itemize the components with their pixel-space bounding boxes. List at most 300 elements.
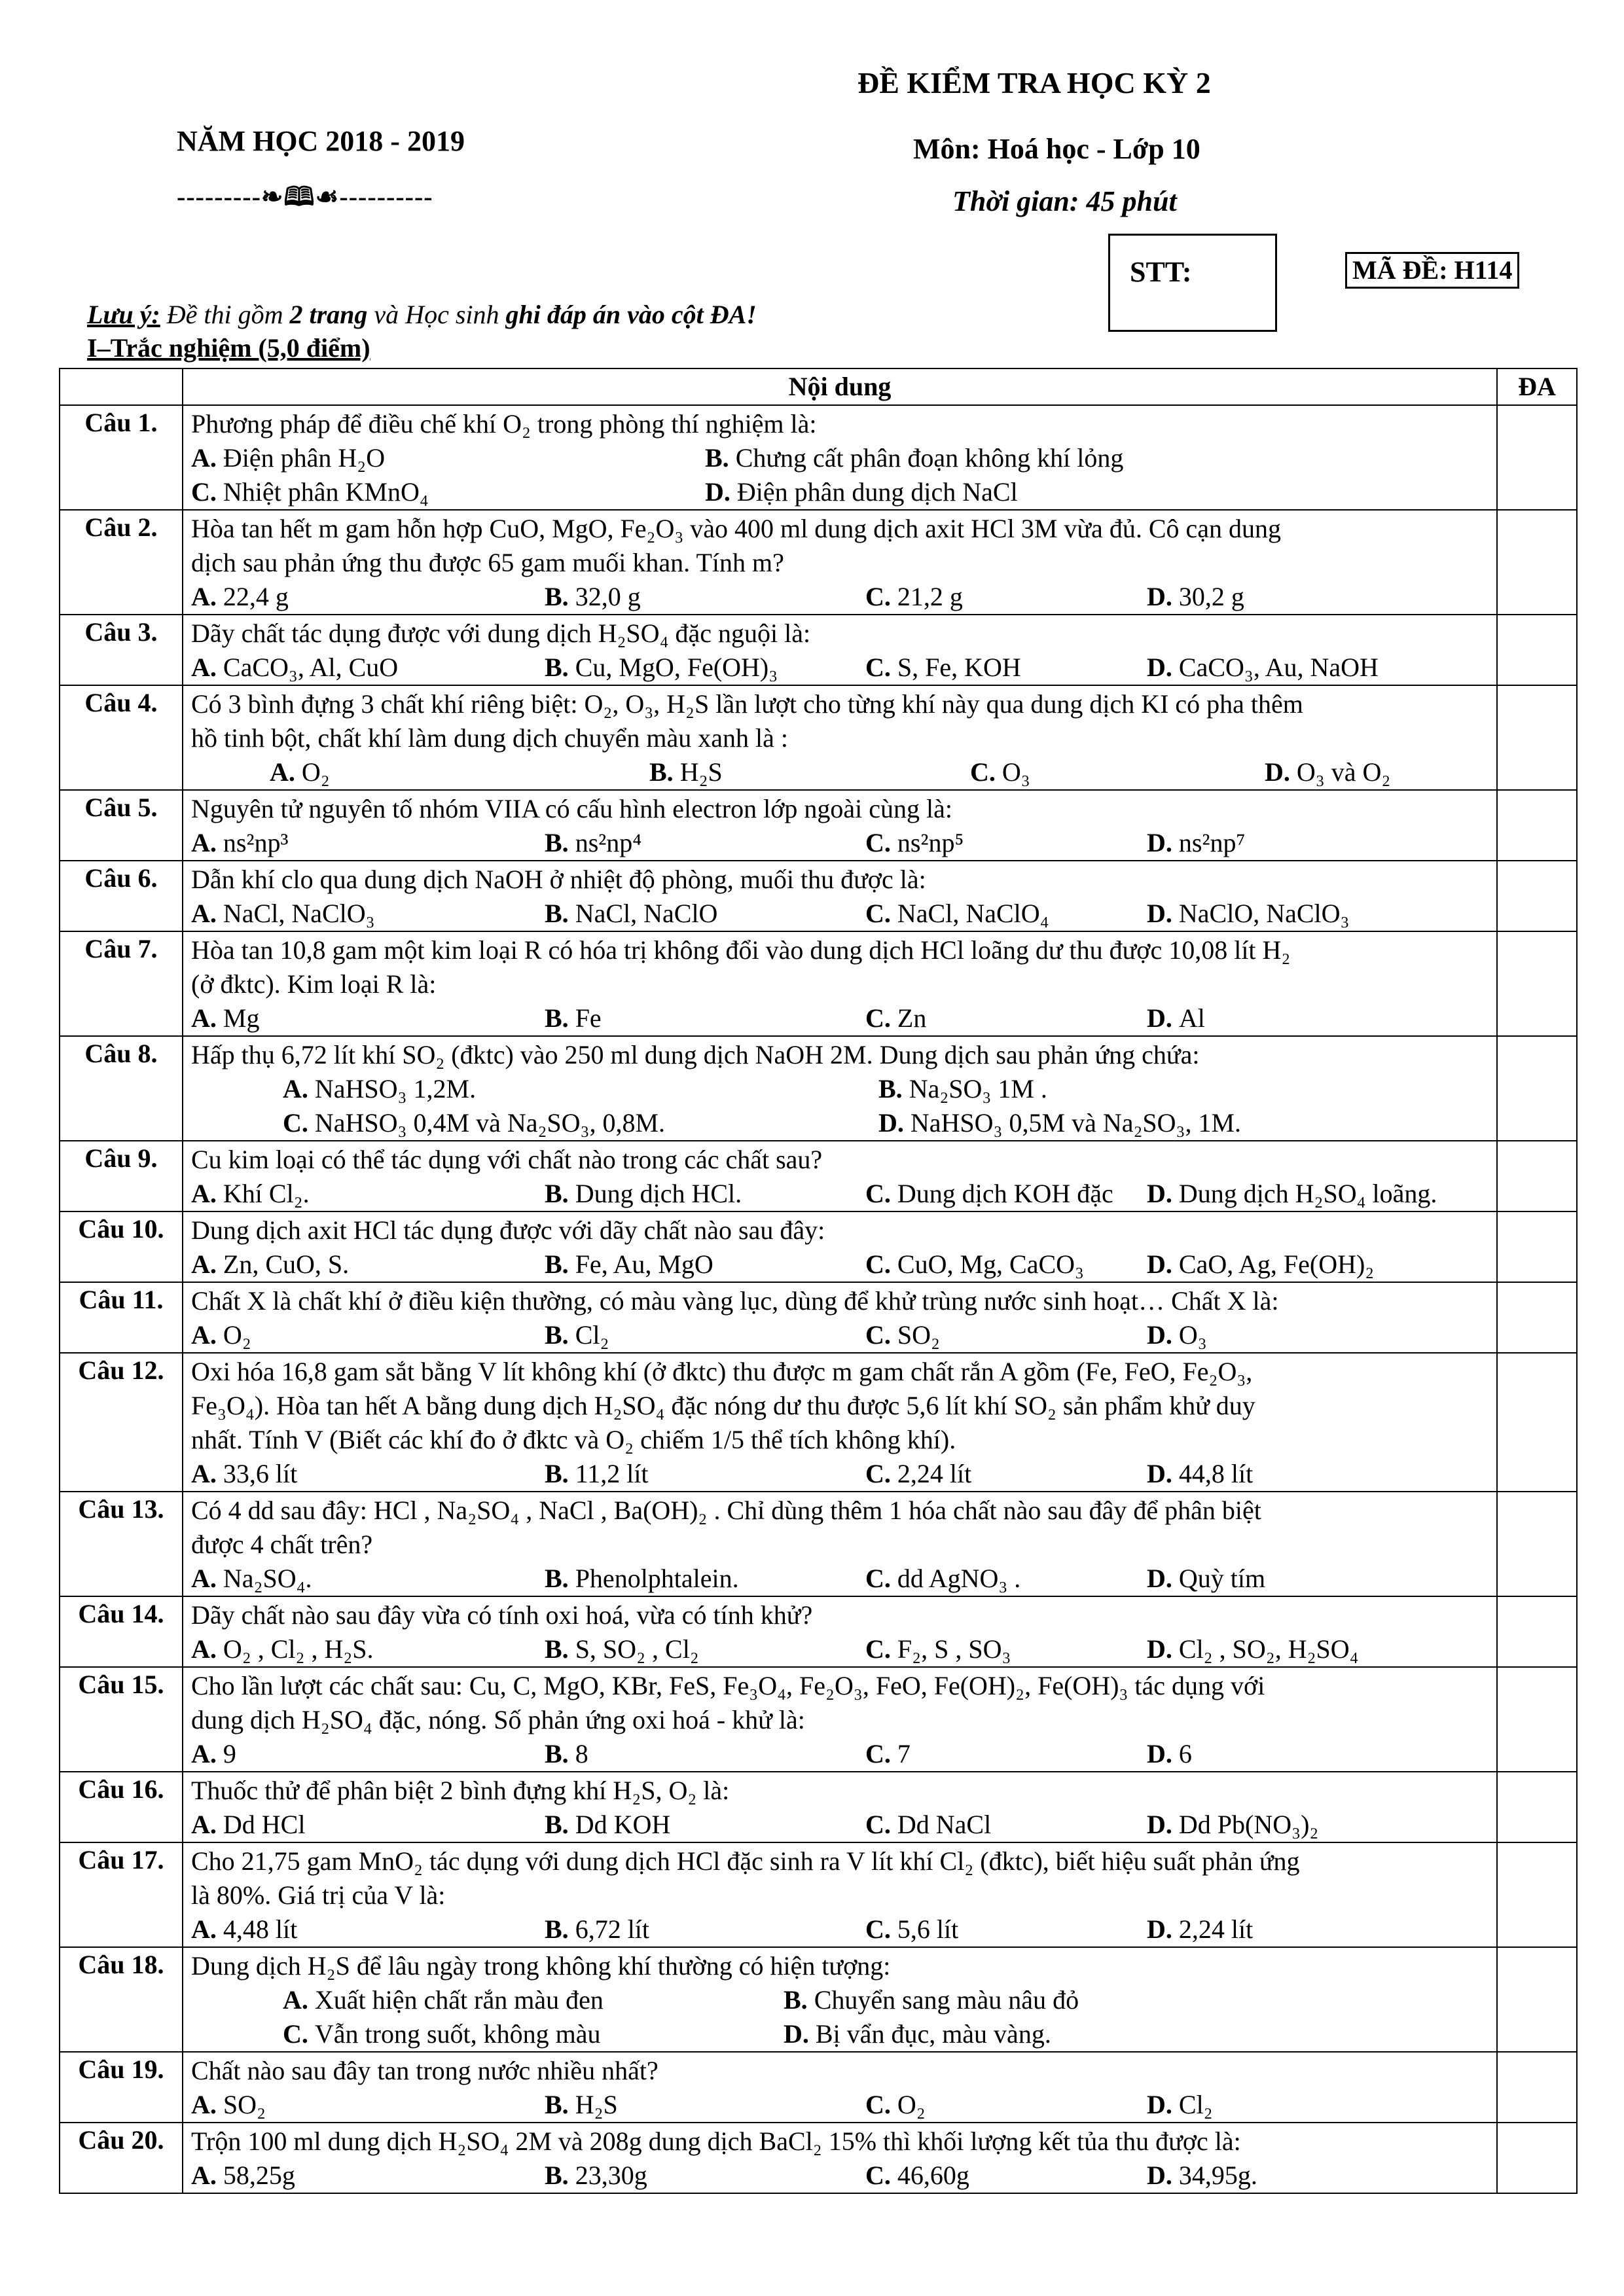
answer-option — [865, 826, 1147, 860]
option-letter: A. — [191, 2090, 217, 2119]
question-number: Câu 1. — [60, 405, 183, 510]
answer-options — [191, 755, 1490, 789]
answer-options — [191, 2159, 1490, 2193]
question-row — [60, 510, 1577, 615]
question-number: Câu 6. — [60, 861, 183, 931]
school-year: NĂM HỌC 2018 - 2019 — [177, 125, 465, 157]
answer-cell[interactable] — [1497, 405, 1577, 510]
option-letter: A. — [191, 582, 217, 611]
question-number: Câu 2. — [60, 510, 183, 615]
answer-cell[interactable] — [1497, 2052, 1577, 2123]
question-text: dung dịch H₂SO₄ đặc, nóng. Số phản ứng oxi hoá - khử là: — [191, 1705, 805, 1734]
answer-option — [1147, 1177, 1437, 1211]
option-letter: D. — [705, 477, 731, 507]
answer-cell[interactable] — [1497, 1947, 1577, 2052]
option-text: 58,25g — [223, 2161, 295, 2190]
option-text: CuO, Mg, CaCO₃ — [897, 1249, 1084, 1279]
note-text-a: Đề thi gồm — [160, 300, 290, 329]
option-text: 32,0 g — [575, 582, 641, 611]
option-letter: A. — [191, 1564, 217, 1593]
option-letter: D. — [1147, 1179, 1172, 1208]
answer-option — [191, 651, 545, 685]
question-content — [183, 861, 1497, 931]
option-letter: D. — [1147, 653, 1172, 682]
answer-option — [545, 2159, 865, 2193]
answer-option — [191, 1457, 545, 1491]
answer-option — [545, 1808, 865, 1842]
answer-options — [191, 475, 1490, 509]
option-text: Điện phân H₂O — [223, 443, 386, 473]
answer-option — [191, 1177, 545, 1211]
header-content: Nội dung — [183, 368, 1497, 405]
option-letter: D. — [1147, 1564, 1172, 1593]
answer-cell[interactable] — [1497, 790, 1577, 861]
answer-option — [191, 1562, 545, 1596]
stt-box — [1108, 234, 1277, 332]
question-content — [183, 790, 1497, 861]
option-letter: B. — [545, 2090, 569, 2119]
question-text: (ở đktc). Kim loại R là: — [191, 969, 437, 999]
answer-option — [865, 1912, 1147, 1946]
answer-options — [191, 1457, 1490, 1491]
answer-cell[interactable] — [1497, 2123, 1577, 2193]
option-text: Al — [1178, 1003, 1205, 1033]
answer-option — [283, 2017, 784, 2051]
answer-option — [865, 1808, 1147, 1842]
decoration-divider: ---------❧🕮☙---------- — [177, 182, 433, 211]
option-letter: D. — [1147, 582, 1172, 611]
question-number: Câu 4. — [60, 685, 183, 790]
option-text: Vẫn trong suốt, không màu — [314, 2019, 601, 2049]
question-row — [60, 2052, 1577, 2123]
answer-option — [865, 651, 1147, 685]
option-text: 30,2 g — [1178, 582, 1244, 611]
answer-option — [705, 475, 1018, 509]
option-letter: B. — [784, 1985, 808, 2015]
option-text: F₂, S , SO₃ — [897, 1634, 1011, 1664]
option-text: Phenolphtalein. — [575, 1564, 739, 1593]
question-text: là 80%. Giá trị của V là: — [191, 1880, 446, 1910]
answer-options — [191, 1808, 1490, 1842]
answer-option — [865, 1737, 1147, 1771]
question-number: Câu 8. — [60, 1036, 183, 1141]
subject-line: Môn: Hoá học - Lớp 10 — [913, 133, 1200, 165]
question-text: Dẫn khí clo qua dung dịch NaOH ở nhiệt độ phòng, muối thu được là: — [191, 865, 926, 894]
question-content — [183, 931, 1497, 1036]
option-letter: D. — [1147, 1914, 1172, 1944]
answer-options — [191, 1318, 1490, 1352]
option-letter: B. — [545, 653, 569, 682]
answer-option — [545, 1737, 865, 1771]
option-letter: A. — [191, 1634, 217, 1664]
answer-cell[interactable] — [1497, 1772, 1577, 1842]
option-letter: B. — [545, 1914, 569, 1944]
option-letter: C. — [865, 582, 891, 611]
question-row — [60, 931, 1577, 1036]
question-text: Oxi hóa 16,8 gam sắt bằng V lít không khí (ở đktc) thu được m gam chất rắn A gồm (Fe, FeO, Fe₂O₃, — [191, 1357, 1253, 1386]
answer-option — [545, 897, 865, 931]
option-text: NaCl, NaClO₃ — [223, 899, 375, 928]
option-letter: C. — [970, 757, 996, 787]
option-text: ns²np⁴ — [575, 828, 642, 857]
question-number: Câu 10. — [60, 1211, 183, 1282]
question-content — [183, 1596, 1497, 1667]
answer-option — [865, 1247, 1147, 1282]
question-row — [60, 1141, 1577, 1211]
question-content — [183, 1141, 1497, 1211]
option-text: Khí Cl₂. — [223, 1179, 310, 1208]
option-text: Dd HCl — [223, 1810, 306, 1839]
question-content — [183, 1036, 1497, 1141]
question-content — [183, 2123, 1497, 2193]
exam-code: MÃ ĐỀ: H114 — [1345, 252, 1519, 289]
answer-cell[interactable] — [1497, 1036, 1577, 1141]
option-text: CaO, Ag, Fe(OH)₂ — [1178, 1249, 1375, 1279]
option-letter: C. — [865, 1249, 891, 1279]
question-content — [183, 2052, 1497, 2123]
question-content — [183, 1667, 1497, 1772]
option-letter: D. — [1147, 2090, 1172, 2119]
option-text: Bị vẩn đục, màu vàng. — [815, 2019, 1051, 2049]
option-letter: A. — [191, 653, 217, 682]
answer-option — [865, 2088, 1147, 2122]
answer-options — [191, 1632, 1490, 1666]
answer-options — [191, 1737, 1490, 1771]
option-letter: A. — [191, 1914, 217, 1944]
answer-option — [1147, 651, 1379, 685]
answer-options — [191, 1001, 1490, 1035]
option-letter: A. — [283, 1985, 308, 2015]
option-letter: A. — [191, 1179, 217, 1208]
answer-option — [784, 1983, 1079, 2017]
question-row — [60, 1282, 1577, 1353]
question-text: Cu kim loại có thể tác dụng với chất nào trong các chất sau? — [191, 1145, 823, 1174]
question-text: Cho lần lượt các chất sau: Cu, C, MgO, KBr, FeS, Fe₃O₄, Fe₂O₃, FeO, Fe(OH)₂, Fe(OH)₃ tác dụng với — [191, 1671, 1265, 1700]
answer-cell[interactable] — [1497, 931, 1577, 1036]
option-letter: A. — [191, 443, 217, 473]
option-letter: C. — [191, 477, 217, 507]
question-text: Dung dịch H₂S để lâu ngày trong không khí thường có hiện tượng: — [191, 1951, 891, 1981]
question-row — [60, 1842, 1577, 1947]
option-letter: B. — [545, 828, 569, 857]
answer-option — [545, 1562, 865, 1596]
option-letter: D. — [1147, 1810, 1172, 1839]
option-letter: B. — [545, 1739, 569, 1768]
table-header-row — [60, 368, 1577, 405]
option-text: SO₂ — [897, 1320, 940, 1350]
answer-option — [191, 2159, 545, 2193]
answer-option — [191, 1001, 545, 1035]
answer-option — [1265, 755, 1390, 789]
answer-option — [191, 475, 705, 509]
question-content — [183, 1282, 1497, 1353]
answer-option — [1147, 580, 1244, 614]
option-letter: B. — [649, 757, 674, 787]
answer-cell[interactable] — [1497, 685, 1577, 790]
header-answer: ĐA — [1497, 368, 1577, 405]
answer-options — [191, 1072, 1490, 1106]
question-content — [183, 1353, 1497, 1492]
option-text: Chuyển sang màu nâu đỏ — [814, 1985, 1079, 2015]
answer-cell[interactable] — [1497, 1667, 1577, 1772]
question-row — [60, 790, 1577, 861]
option-text: Chưng cất phân đoạn không khí lỏng — [735, 443, 1124, 473]
question-text: Dãy chất nào sau đây vừa có tính oxi hoá, vừa có tính khử? — [191, 1600, 813, 1630]
option-text: Xuất hiện chất rắn màu đen — [314, 1985, 604, 2015]
option-text: Fe, Au, MgO — [575, 1249, 713, 1279]
option-letter: B. — [545, 1003, 569, 1033]
option-text: S, SO₂ , Cl₂ — [575, 1634, 699, 1664]
question-text: Chất nào sau đây tan trong nước nhiều nhất? — [191, 2056, 659, 2085]
answer-option — [545, 651, 865, 685]
option-text: H₂S — [575, 2090, 618, 2119]
option-letter: C. — [865, 1459, 891, 1488]
answer-option — [545, 826, 865, 860]
answer-option — [1147, 1562, 1265, 1596]
answer-option — [191, 580, 545, 614]
answer-option — [1147, 1318, 1207, 1352]
option-letter: C. — [865, 1320, 891, 1350]
question-content — [183, 1211, 1497, 1282]
header-num-cell — [60, 368, 183, 405]
option-text: 11,2 lít — [575, 1459, 649, 1488]
option-letter: B. — [545, 582, 569, 611]
option-text: O₂ — [301, 757, 330, 787]
answer-option — [865, 1632, 1147, 1666]
answer-options — [191, 1106, 1490, 1140]
option-letter: C. — [865, 899, 891, 928]
answer-option — [865, 1177, 1147, 1211]
option-text: O₂ — [223, 1320, 251, 1350]
option-letter: D. — [1147, 899, 1172, 928]
question-text: Fe₃O₄). Hòa tan hết A bằng dung dịch H₂SO₄ đặc nóng dư thu được 5,6 lít khí SO₂ sản phẩm khử duy — [191, 1391, 1255, 1420]
answer-option — [283, 1106, 878, 1140]
answer-options — [191, 2088, 1490, 2122]
option-text: CaCO₃, Au, NaOH — [1178, 653, 1379, 682]
exam-title: ĐỀ KIỂM TRA HỌC KỲ 2 — [857, 66, 1211, 99]
answer-option — [865, 1562, 1147, 1596]
option-text: 2,24 lít — [1178, 1914, 1254, 1944]
option-letter: C. — [283, 2019, 308, 2049]
answer-cell[interactable] — [1497, 1492, 1577, 1596]
option-letter: C. — [865, 1564, 891, 1593]
option-text: NaHSO₃ 1,2M. — [314, 1074, 477, 1103]
note-bold-a: 2 trang — [289, 300, 368, 329]
answer-option — [649, 755, 970, 789]
question-number: Câu 5. — [60, 790, 183, 861]
answer-option — [878, 1106, 1241, 1140]
option-text: H₂S — [679, 757, 723, 787]
answer-option — [545, 1177, 865, 1211]
option-text: Dung dịch H₂SO₄ loãng. — [1178, 1179, 1437, 1208]
answer-options — [191, 826, 1490, 860]
answer-cell[interactable] — [1497, 1282, 1577, 1353]
answer-option — [1147, 1737, 1192, 1771]
option-text: Cl₂ — [1178, 2090, 1213, 2119]
answer-option — [1147, 2088, 1213, 2122]
answer-option — [1147, 2159, 1257, 2193]
option-letter: C. — [865, 1634, 891, 1664]
note-bold-b: ghi đáp án vào cột ĐA! — [505, 300, 757, 329]
question-row — [60, 1492, 1577, 1596]
question-number: Câu 3. — [60, 615, 183, 685]
question-text: Phương pháp để điều chế khí O₂ trong phòng thí nghiệm là: — [191, 409, 817, 439]
option-text: Zn — [897, 1003, 927, 1033]
answer-cell[interactable] — [1497, 615, 1577, 685]
answer-option — [283, 1072, 878, 1106]
option-letter: D. — [1147, 1739, 1172, 1768]
question-text: Có 4 dd sau đây: HCl , Na₂SO₄ , NaCl , Ba(OH)₂ . Chỉ dùng thêm 1 hóa chất nào sau đây để phân biệt — [191, 1496, 1261, 1525]
question-text: Có 3 bình đựng 3 chất khí riêng biệt: O₂, O₃, H₂S lần lượt cho từng khí này qua dung dịch KI có pha thêm — [191, 689, 1303, 719]
question-number: Câu 16. — [60, 1772, 183, 1842]
option-text: O₂ — [897, 2090, 926, 2119]
answer-option — [705, 441, 1123, 475]
answer-option — [865, 1457, 1147, 1491]
answer-option — [1147, 1912, 1253, 1946]
stt-label: STT: — [1130, 256, 1192, 288]
answer-option — [878, 1072, 1047, 1106]
option-letter: C. — [865, 653, 891, 682]
answer-option — [191, 1737, 545, 1771]
answer-option — [545, 1912, 865, 1946]
question-table — [59, 368, 1578, 2194]
question-number: Câu 11. — [60, 1282, 183, 1353]
option-letter: A. — [191, 1320, 217, 1350]
question-content — [183, 1772, 1497, 1842]
option-letter: A. — [191, 1810, 217, 1839]
option-letter: B. — [545, 1459, 569, 1488]
option-text: 6 — [1178, 1739, 1192, 1768]
option-text: 44,8 lít — [1178, 1459, 1254, 1488]
option-text: Na₂SO₃ 1M . — [909, 1074, 1047, 1103]
option-text: Quỳ tím — [1178, 1564, 1266, 1593]
option-letter: D. — [1147, 1003, 1172, 1033]
option-text: Cl₂ — [575, 1320, 609, 1350]
option-letter: D. — [784, 2019, 809, 2049]
answer-cell[interactable] — [1497, 510, 1577, 615]
option-letter: A. — [191, 1739, 217, 1768]
option-letter: B. — [545, 1179, 569, 1208]
answer-options — [191, 1247, 1490, 1282]
answer-option — [545, 2088, 865, 2122]
option-letter: D. — [1265, 757, 1290, 787]
answer-option — [545, 1318, 865, 1352]
option-text: Mg — [223, 1003, 260, 1033]
answer-option — [784, 2017, 1051, 2051]
question-content — [183, 1492, 1497, 1596]
option-letter: C. — [865, 1179, 891, 1208]
option-text: Điện phân dung dịch NaCl — [736, 477, 1018, 507]
question-number: Câu 13. — [60, 1492, 183, 1596]
option-text: NaHSO₃ 0,4M và Na₂SO₃, 0,8M. — [314, 1108, 666, 1138]
option-text: Dd KOH — [575, 1810, 671, 1839]
question-text: Chất X là chất khí ở điều kiện thường, có màu vàng lục, dùng để khử trùng nước sinh hoạt… Chất X là: — [191, 1286, 1279, 1316]
option-letter: B. — [545, 1249, 569, 1279]
option-text: O₃ và O₂ — [1296, 757, 1391, 787]
option-letter: C. — [865, 828, 891, 857]
option-text: Dung dịch HCl. — [575, 1179, 742, 1208]
answer-cell[interactable] — [1497, 1353, 1577, 1492]
answer-option — [191, 826, 545, 860]
option-text: NaClO, NaClO₃ — [1178, 899, 1350, 928]
question-text: Dãy chất tác dụng được với dung dịch H₂SO₄ đặc nguội là: — [191, 619, 811, 648]
option-letter: D. — [1147, 1634, 1172, 1664]
option-letter: B. — [545, 1810, 569, 1839]
question-text: Hòa tan hết m gam hỗn hợp CuO, MgO, Fe₂O₃ vào 400 ml dung dịch axit HCl 3M vừa đủ. Cô cạn dung — [191, 514, 1281, 543]
answer-option — [270, 755, 649, 789]
answer-option — [191, 1247, 545, 1282]
option-text: 34,95g. — [1178, 2161, 1257, 2190]
option-text: 4,48 lít — [223, 1914, 298, 1944]
question-text: dịch sau phản ứng thu được 65 gam muối khan. Tính m? — [191, 548, 784, 577]
option-text: Zn, CuO, S. — [223, 1249, 350, 1279]
option-letter: A. — [191, 828, 217, 857]
question-number: Câu 7. — [60, 931, 183, 1036]
answer-cell[interactable] — [1497, 1842, 1577, 1947]
option-letter: A. — [191, 1459, 217, 1488]
option-letter: C. — [865, 1810, 891, 1839]
option-letter: A. — [191, 899, 217, 928]
option-text: Cu, MgO, Fe(OH)₃ — [575, 653, 778, 682]
answer-option — [545, 1001, 865, 1035]
option-text: ns²np⁵ — [897, 828, 964, 857]
option-text: 21,2 g — [897, 582, 963, 611]
question-text: Cho 21,75 gam MnO₂ tác dụng với dung dịch HCl đặc sinh ra V lít khí Cl₂ (đktc), biết hiệu suất phản ứng — [191, 1846, 1300, 1876]
answer-options — [191, 580, 1490, 614]
option-letter: C. — [865, 1003, 891, 1033]
option-text: Cl₂ , SO₂, H₂SO₄ — [1178, 1634, 1359, 1664]
answer-cell[interactable] — [1497, 1211, 1577, 1282]
question-text: được 4 chất trên? — [191, 1530, 373, 1559]
answer-cell[interactable] — [1497, 1141, 1577, 1211]
answer-option — [545, 1247, 865, 1282]
answer-option — [865, 897, 1147, 931]
answer-option — [191, 1808, 545, 1842]
question-text: Nguyên tử nguyên tố nhóm VIIA có cấu hình electron lớp ngoài cùng là: — [191, 794, 952, 823]
answer-option — [191, 897, 545, 931]
option-letter: A. — [191, 1003, 217, 1033]
question-content — [183, 405, 1497, 510]
option-text: 9 — [223, 1739, 236, 1768]
option-letter: D. — [1147, 2161, 1172, 2190]
answer-cell[interactable] — [1497, 1596, 1577, 1667]
answer-option — [191, 1912, 545, 1946]
answer-option — [283, 1983, 784, 2017]
answer-cell[interactable] — [1497, 861, 1577, 931]
question-text: nhất. Tính V (Biết các khí đo ở đktc và O₂ chiếm 1/5 thể tích không khí). — [191, 1425, 956, 1454]
option-letter: B. — [545, 1634, 569, 1664]
question-number: Câu 18. — [60, 1947, 183, 2052]
option-letter: B. — [545, 1564, 569, 1593]
answer-option — [545, 1632, 865, 1666]
answer-option — [191, 1632, 545, 1666]
question-row — [60, 615, 1577, 685]
option-text: O₃ — [1001, 757, 1030, 787]
question-row — [60, 1036, 1577, 1141]
question-content — [183, 510, 1497, 615]
option-text: 2,24 lít — [897, 1459, 972, 1488]
option-letter: B. — [545, 899, 569, 928]
option-letter: D. — [1147, 828, 1172, 857]
option-text: ns²np³ — [223, 828, 289, 857]
answer-options — [191, 1983, 1490, 2017]
option-text: SO₂ — [223, 2090, 266, 2119]
option-letter: B. — [878, 1074, 903, 1103]
question-row — [60, 1947, 1577, 2052]
question-number: Câu 20. — [60, 2123, 183, 2193]
answer-option — [1147, 1001, 1205, 1035]
instruction-note — [87, 299, 757, 330]
